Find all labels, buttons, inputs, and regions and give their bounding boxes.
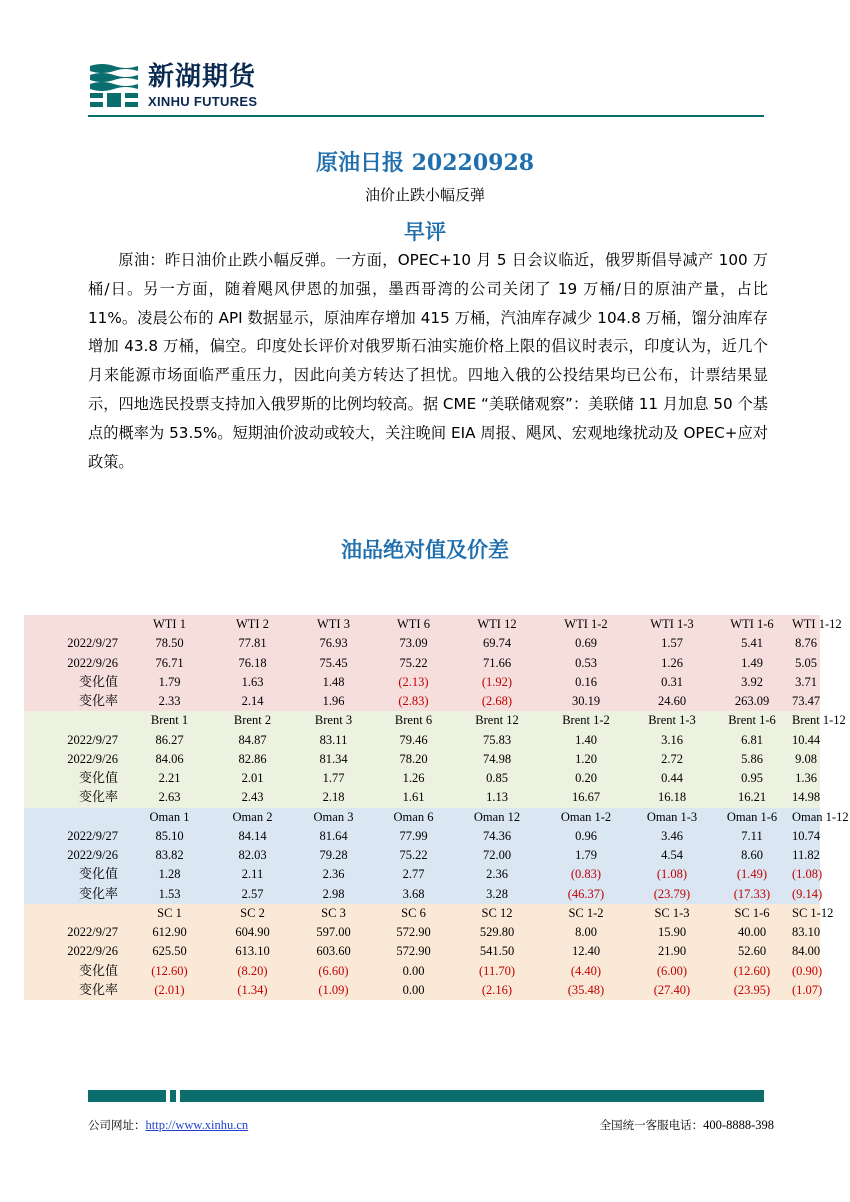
table-cell: 1.40 [540, 731, 632, 750]
table-row [24, 942, 820, 961]
table-cell: 15.90 [632, 923, 712, 942]
website-link[interactable]: http://www.xinhu.cn [145, 1118, 249, 1132]
table-cell: (1.49) [712, 865, 792, 884]
table-cell: 5.41 [712, 634, 792, 653]
table-cell: 2.01 [211, 769, 294, 788]
column-header: SC 1-12 [792, 904, 820, 923]
table-row [24, 788, 820, 807]
column-header: Oman 1-12 [792, 808, 820, 827]
footer-bar [88, 1090, 764, 1102]
header-blank-cell [24, 615, 128, 634]
table-cell: (2.16) [454, 981, 540, 1000]
table-cell: (12.60) [128, 962, 211, 981]
table-cell: 1.96 [294, 692, 373, 711]
table-cell: 81.34 [294, 750, 373, 769]
table-cell: 0.44 [632, 769, 712, 788]
row-label: 变化值 [24, 673, 128, 692]
table-cell: 5.86 [712, 750, 792, 769]
column-header: WTI 3 [294, 615, 373, 634]
column-header: Oman 1-6 [712, 808, 792, 827]
table-row [24, 846, 820, 865]
table-cell: 71.66 [454, 654, 540, 673]
row-label: 变化率 [24, 788, 128, 807]
column-header: Brent 1-3 [632, 711, 712, 730]
table-cell: 8.60 [712, 846, 792, 865]
logo-english-text: XINHU FUTURES [148, 94, 258, 109]
column-header: Brent 1-2 [540, 711, 632, 730]
table-row [24, 827, 820, 846]
table-cell: (6.60) [294, 962, 373, 981]
table-cell: 75.45 [294, 654, 373, 673]
table-row [24, 692, 820, 711]
column-header: Oman 2 [211, 808, 294, 827]
row-label: 变化率 [24, 885, 128, 904]
table-cell: 0.53 [540, 654, 632, 673]
table-cell: (11.70) [454, 962, 540, 981]
column-header: SC 2 [211, 904, 294, 923]
table-cell: 77.81 [211, 634, 294, 653]
table-row [24, 885, 820, 904]
header-divider [88, 115, 764, 117]
table-cell: (8.20) [211, 962, 294, 981]
table-cell: 1.49 [712, 654, 792, 673]
table-row [24, 962, 820, 981]
table-cell: 1.20 [540, 750, 632, 769]
table-cell: 1.28 [128, 865, 211, 884]
table-cell: 14.98 [792, 788, 820, 807]
report-subtitle: 油价止跌小幅反弹 [364, 186, 485, 204]
table-cell: 2.36 [294, 865, 373, 884]
table-cell: 84.06 [128, 750, 211, 769]
row-label: 2022/9/27 [24, 731, 128, 750]
section-heading-morning-review: 早评 [404, 220, 446, 244]
table-cell: 76.18 [211, 654, 294, 673]
table-cell: 84.00 [792, 942, 820, 961]
row-label: 变化率 [24, 981, 128, 1000]
table-cell: 1.61 [373, 788, 454, 807]
column-header: Brent 1-6 [712, 711, 792, 730]
table-cell: (2.83) [373, 692, 454, 711]
table-cell: (23.79) [632, 885, 712, 904]
table-cell: 81.64 [294, 827, 373, 846]
column-header: Oman 6 [373, 808, 454, 827]
table-cell: 603.60 [294, 942, 373, 961]
column-header: SC 3 [294, 904, 373, 923]
table-cell: 2.72 [632, 750, 712, 769]
table-cell: (46.37) [540, 885, 632, 904]
row-label: 2022/9/26 [24, 942, 128, 961]
table-cell: 2.33 [128, 692, 211, 711]
footer-hotline [600, 1117, 774, 1133]
footer-website [88, 1117, 248, 1133]
table-cell: 10.74 [792, 827, 820, 846]
table-cell: 2.14 [211, 692, 294, 711]
table-cell: 40.00 [712, 923, 792, 942]
column-header: WTI 1-2 [540, 615, 632, 634]
column-header: WTI 1 [128, 615, 211, 634]
table-row [24, 673, 820, 692]
table-cell: 3.92 [712, 673, 792, 692]
column-header: WTI 1-3 [632, 615, 712, 634]
website-label: 公司网址： [88, 1118, 146, 1132]
table-cell: (9.14) [792, 885, 820, 904]
table-cell: 1.48 [294, 673, 373, 692]
hotline-label: 全国统一客服电话： [599, 1118, 704, 1132]
row-label: 变化值 [24, 769, 128, 788]
table-cell: 76.93 [294, 634, 373, 653]
table-cell: 1.79 [540, 846, 632, 865]
table-cell: 10.44 [792, 731, 820, 750]
header-blank-cell [24, 808, 128, 827]
table-cell: 3.28 [454, 885, 540, 904]
table-cell: 82.86 [211, 750, 294, 769]
table-cell: 1.77 [294, 769, 373, 788]
table-cell: 73.47 [792, 692, 820, 711]
table-cell: 82.03 [211, 846, 294, 865]
column-header: SC 1-6 [712, 904, 792, 923]
table-cell: 83.82 [128, 846, 211, 865]
table-cell: (1.92) [454, 673, 540, 692]
table-cell: (6.00) [632, 962, 712, 981]
column-header: Brent 1-12 [792, 711, 820, 730]
table-cell: 86.27 [128, 731, 211, 750]
row-label: 2022/9/27 [24, 923, 128, 942]
table-cell: 1.26 [632, 654, 712, 673]
column-header: Oman 1-2 [540, 808, 632, 827]
table-cell: 78.20 [373, 750, 454, 769]
table-cell: 12.40 [540, 942, 632, 961]
table-cell: 2.98 [294, 885, 373, 904]
table-cell: 83.10 [792, 923, 820, 942]
table-cell: 85.10 [128, 827, 211, 846]
table-cell: 76.71 [128, 654, 211, 673]
column-header: WTI 1-12 [792, 615, 820, 634]
table-cell: 0.85 [454, 769, 540, 788]
column-header: Brent 6 [373, 711, 454, 730]
table-cell: 597.00 [294, 923, 373, 942]
table-cell: 21.90 [632, 942, 712, 961]
table-cell: 0.69 [540, 634, 632, 653]
table-cell: 1.63 [211, 673, 294, 692]
table-cell: 6.81 [712, 731, 792, 750]
table-header-row-sc [24, 904, 820, 923]
table-cell: 1.36 [792, 769, 820, 788]
table-cell: (1.34) [211, 981, 294, 1000]
column-header: WTI 12 [454, 615, 540, 634]
table-cell: 9.08 [792, 750, 820, 769]
table-cell: 16.21 [712, 788, 792, 807]
table-cell: 8.00 [540, 923, 632, 942]
table-cell: 16.18 [632, 788, 712, 807]
table-cell: (2.13) [373, 673, 454, 692]
table-cell: 11.82 [792, 846, 820, 865]
row-label: 变化率 [24, 692, 128, 711]
table-cell: 75.22 [373, 846, 454, 865]
table-cell: 613.10 [211, 942, 294, 961]
table-cell: 0.96 [540, 827, 632, 846]
table-cell: 0.31 [632, 673, 712, 692]
report-title: 原油日报 20220928 [315, 150, 535, 176]
table-cell: 24.60 [632, 692, 712, 711]
table-row [24, 981, 820, 1000]
column-header: WTI 2 [211, 615, 294, 634]
row-label: 2022/9/27 [24, 634, 128, 653]
table-cell: (1.07) [792, 981, 820, 1000]
table-cell: 16.67 [540, 788, 632, 807]
row-label: 变化值 [24, 962, 128, 981]
table-cell: 84.14 [211, 827, 294, 846]
table-cell: 2.77 [373, 865, 454, 884]
column-header: Oman 3 [294, 808, 373, 827]
table-row [24, 731, 820, 750]
table-cell: 69.74 [454, 634, 540, 653]
table-cell: 30.19 [540, 692, 632, 711]
table-header-row-brent [24, 711, 820, 730]
table-cell: 1.53 [128, 885, 211, 904]
table-row [24, 769, 820, 788]
table-cell: 73.09 [373, 634, 454, 653]
column-header: SC 6 [373, 904, 454, 923]
table-cell: 2.11 [211, 865, 294, 884]
table-row [24, 923, 820, 942]
table-cell: 529.80 [454, 923, 540, 942]
table-cell: (17.33) [712, 885, 792, 904]
table-cell: 2.18 [294, 788, 373, 807]
row-label: 2022/9/26 [24, 654, 128, 673]
row-label: 2022/9/26 [24, 846, 128, 865]
column-header: WTI 6 [373, 615, 454, 634]
table-cell: 79.28 [294, 846, 373, 865]
table-cell: (4.40) [540, 962, 632, 981]
table-cell: 83.11 [294, 731, 373, 750]
table-cell: 2.63 [128, 788, 211, 807]
column-header: SC 1-2 [540, 904, 632, 923]
table-cell: 0.95 [712, 769, 792, 788]
row-label: 变化值 [24, 865, 128, 884]
section-heading-price-table: 油品绝对值及价差 [341, 538, 509, 562]
table-cell: 263.09 [712, 692, 792, 711]
table-cell: 52.60 [712, 942, 792, 961]
table-cell: (0.83) [540, 865, 632, 884]
header-blank-cell [24, 711, 128, 730]
table-header-row-oman [24, 808, 820, 827]
table-row [24, 634, 820, 653]
table-cell: 3.71 [792, 673, 820, 692]
table-cell: 75.22 [373, 654, 454, 673]
table-cell: 5.05 [792, 654, 820, 673]
column-header: Oman 1 [128, 808, 211, 827]
table-cell: (12.60) [712, 962, 792, 981]
table-cell: 541.50 [454, 942, 540, 961]
table-cell: 612.90 [128, 923, 211, 942]
table-cell: 2.57 [211, 885, 294, 904]
row-label: 2022/9/26 [24, 750, 128, 769]
column-header: SC 12 [454, 904, 540, 923]
table-cell: 0.20 [540, 769, 632, 788]
column-header: SC 1 [128, 904, 211, 923]
logo-chinese-text: 新湖期货 [148, 62, 257, 92]
column-header: WTI 1-6 [712, 615, 792, 634]
table-cell: 2.36 [454, 865, 540, 884]
header-blank-cell [24, 904, 128, 923]
table-cell: 1.57 [632, 634, 712, 653]
table-cell: 572.90 [373, 923, 454, 942]
table-cell: 625.50 [128, 942, 211, 961]
table-cell: (2.68) [454, 692, 540, 711]
table-cell: 1.13 [454, 788, 540, 807]
table-cell: 4.54 [632, 846, 712, 865]
table-cell: (1.08) [632, 865, 712, 884]
table-cell: 79.46 [373, 731, 454, 750]
table-cell: 2.21 [128, 769, 211, 788]
table-cell: 84.87 [211, 731, 294, 750]
column-header: SC 1-3 [632, 904, 712, 923]
table-cell: 72.00 [454, 846, 540, 865]
table-row [24, 750, 820, 769]
table-cell: 74.36 [454, 827, 540, 846]
column-header: Oman 12 [454, 808, 540, 827]
table-cell: 1.79 [128, 673, 211, 692]
table-cell: (35.48) [540, 981, 632, 1000]
xinhu-wave-logo-icon [88, 62, 140, 110]
table-cell: 0.00 [373, 981, 454, 1000]
oil-price-table [24, 615, 849, 1000]
table-cell: (2.01) [128, 981, 211, 1000]
table-cell: 7.11 [712, 827, 792, 846]
table-cell: 572.90 [373, 942, 454, 961]
table-cell: 3.68 [373, 885, 454, 904]
column-header: Brent 12 [454, 711, 540, 730]
table-cell: (0.90) [792, 962, 820, 981]
column-header: Brent 2 [211, 711, 294, 730]
table-cell: 604.90 [211, 923, 294, 942]
table-cell: 74.98 [454, 750, 540, 769]
table-cell: 1.26 [373, 769, 454, 788]
row-label: 2022/9/27 [24, 827, 128, 846]
table-cell: 0.16 [540, 673, 632, 692]
table-header-row-wti [24, 615, 820, 634]
table-cell: 2.43 [211, 788, 294, 807]
table-cell: 75.83 [454, 731, 540, 750]
table-cell: (1.09) [294, 981, 373, 1000]
table-cell: 3.46 [632, 827, 712, 846]
column-header: Brent 3 [294, 711, 373, 730]
table-cell: 0.00 [373, 962, 454, 981]
table-cell: (27.40) [632, 981, 712, 1000]
column-header: Oman 1-3 [632, 808, 712, 827]
table-cell: 78.50 [128, 634, 211, 653]
table-cell: 3.16 [632, 731, 712, 750]
table-cell: (1.08) [792, 865, 820, 884]
table-cell: 8.76 [792, 634, 820, 653]
table-row [24, 654, 820, 673]
table-row [24, 865, 820, 884]
hotline-number: 400-8888-398 [703, 1118, 774, 1132]
morning-review-paragraph: 原油：昨日油价止跌小幅反弹。一方面，OPEC+10 月 5 日会议临近，俄罗斯倡导减产 100 万桶/日。另一方面，随着飓风伊恩的加强，墨西哥湾的公司关闭了 19 万桶/日的原油产量，占比 11%。凌晨公布的 API 数据显示，原油库存增加 415 万桶，汽油库存减少 104.8 万桶，馏分油库存增加 43.8 万桶，偏空。印度处长评价对俄罗斯石油实施价格上限的倡议时表示，印度认为，近几个月来能源市场面临严重压力，因此向美方转达了担忧。四地入俄的公投结果均已公布，计票结果显示，四地选民投票支持加入俄罗斯的比例均较高。据 CME “美联储观察”：美联储 11 月加息 50 个基点的概率为 53.5%。短期油价波动或较大，关注晚间 EIA 周报、飓风、宏观地缘扰动及 OPEC+应对政策。 [88, 251, 768, 471]
table-cell: (23.95) [712, 981, 792, 1000]
column-header: Brent 1 [128, 711, 211, 730]
company-logo [88, 60, 278, 112]
table-cell: 77.99 [373, 827, 454, 846]
